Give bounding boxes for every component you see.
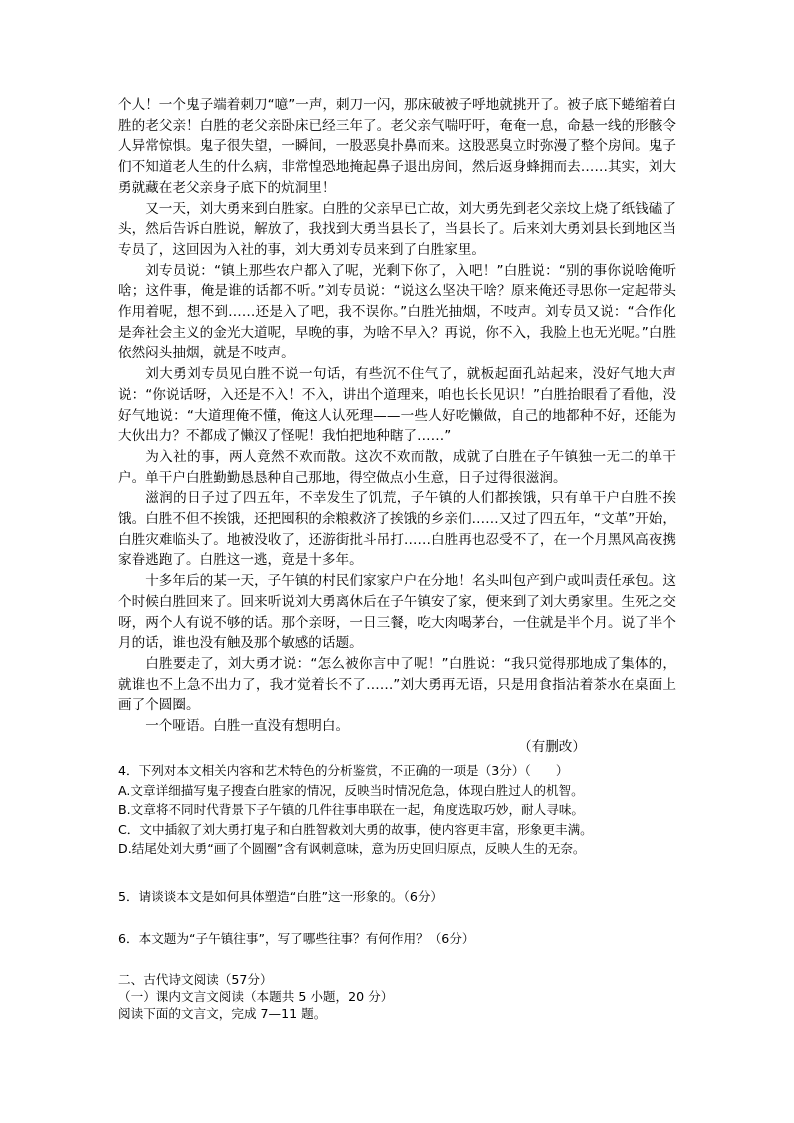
story-text <box>118 95 676 758</box>
story-paragraph-4: 刘大勇刘专员见白胜不说一句话，有些沉不住气了，就板起面孔站起来，没好气地大声说：“你说话呀，入还是不入！不入，讲出个道理来，咱也长长见识！”白胜抬眼看了看他，没好气地说：“大道理俺不懂，俺这人认死理——一些人好吃懒做，自己的地都种不好，还能为大伙出力？不都成了懒汉了怪呢！我怕把地种瞎了……” <box>118 366 676 445</box>
story-paragraph-1: 个人！一个鬼子端着刺刀“噫”一声，刺刀一闪，那床破被子呼地就挑开了。被子底下蜷缩着白胜的老父亲！白胜的老父亲卧床已经三年了。老父亲气喘吁吁，奄奄一息，命悬一线的形骸令人异常惊惧。鬼子很失望，一瞬间，一股恶臭扑鼻而来。这股恶臭立时弥漫了整个房间。鬼子们不知道老人生的什么病，非常惶恐地掩起鼻子退出房间，然后返身蜂拥而去……其实，刘大勇就藏在老父亲身子底下的炕洞里！ <box>118 97 676 196</box>
section-2-instruction: 阅读下面的文言文，完成 7—11 题。 <box>118 1006 327 1021</box>
question-4-stem: 4．下列对本文相关内容和艺术特色的分析鉴赏，不正确的一项是（3分）（ ） <box>118 763 569 778</box>
question-5-text: 5．请谈谈本文是如何具体塑造“白胜”这一形象的。（6分） <box>118 889 444 904</box>
story-paragraph-8: 白胜要走了，刘大勇才说：“怎么被你言中了呢！”白胜说：“我只觉得那地成了集体的，就谁也不上急不出力了，我才觉着长不了……”刘大勇再无语，只是用食指沾着茶水在桌面上画了个圆圈。 <box>118 655 676 714</box>
question-6-text: 6．本文题为“子午镇往事”，写了哪些往事？有何作用？（6分） <box>118 931 475 946</box>
section-2-subheading: （一）课内文言文阅读（本题共 5 小题，20 分） <box>118 989 394 1004</box>
story-paragraph-9: 一个哑语。白胜一直没有想明白。 <box>145 718 350 735</box>
section-2 <box>118 971 678 1022</box>
story-paragraph-2: 又一天，刘大勇来到白胜家。白胜的父亲早已亡故，刘大勇先到老父亲坟上烧了纸钱磕了头，然后告诉白胜说，解放了，我找到大勇当县长了，当县长了。后来刘大勇刘县长到地区当专员了，这回因为入社的事，刘大勇刘专员来到了白胜家里。 <box>118 200 676 258</box>
question-5 <box>118 887 678 907</box>
question-6 <box>118 929 678 949</box>
question-4 <box>118 761 678 859</box>
question-4-option-c: C．文中插叙了刘大勇打鬼子和白胜智救刘大勇的故事，使内容更丰富，形象更丰满。 <box>118 821 593 837</box>
story-paragraph-7: 十多年后的某一天，子午镇的村民们家家户户在分地！名头叫包产到户或叫责任承包。这个时候白胜回来了。回来听说刘大勇离休后在子午镇安了家，便来到了刘大勇家里。生死之交呀，两个人有说不够的话。那个亲呀，一日三餐，吃大肉喝茅台，一住就是半个月。说了半个月的话，谁也没有触及那个敏感的话题。 <box>118 573 676 652</box>
section-2-heading: 二、古代诗文阅读（57分） <box>118 972 273 987</box>
edit-note: （有删改） <box>518 738 586 755</box>
question-4-option-a: A.文章详细描写鬼子搜查白胜家的情况，反映当时情况危急，体现白胜过人的机智。 <box>118 782 584 798</box>
story-paragraph-3: 刘专员说：“镇上那些农户都入了呢，光剩下你了，入吧！”白胜说：“别的事你说啥俺听啥；这件事，俺是谁的话都不听。”刘专员说：“说这么坚决干啥？原来俺还寻思你一定起带头作用着呢，想不到……还是入了吧，我不误你。”白胜光抽烟，不吱声。刘专员又说：“合作化是奔社会主义的金光大道呢，早晚的事，为啥不早入？再说，你不入，我脸上也无光呢。”白胜依然闷头抽烟，就是不吱声。 <box>118 262 676 362</box>
question-4-option-b: B.文章将不同时代背景下子午镇的几件往事串联在一起，角度选取巧妙，耐人寻味。 <box>118 802 585 818</box>
story-paragraph-5: 为入社的事，两人竟然不欢而散。这次不欢而散，成就了白胜在子午镇独一无二的单干户。单干户白胜勤勤恳恳种自己那地，得空做点小生意，日子过得很滋润。 <box>118 448 676 486</box>
question-4-option-d: D.结尾处刘大勇“画了个圆圈”含有讽刺意味，意为历史回归原点，反映人生的无奈。 <box>118 841 586 857</box>
story-paragraph-6: 滋润的日子过了四五年，不幸发生了饥荒，子午镇的人们都挨饿，只有单干户白胜不挨饿。白胜不但不挨饿，还把囤积的余粮救济了挨饿的乡亲们……又过了四五年，“文革”开始，白胜灾难临头了。地被没收了，还游街批斗吊打……白胜再也忍受不了，在一个月黑风高夜携家眷逃跑了。白胜这一逃，竟是十多年。 <box>118 490 676 569</box>
